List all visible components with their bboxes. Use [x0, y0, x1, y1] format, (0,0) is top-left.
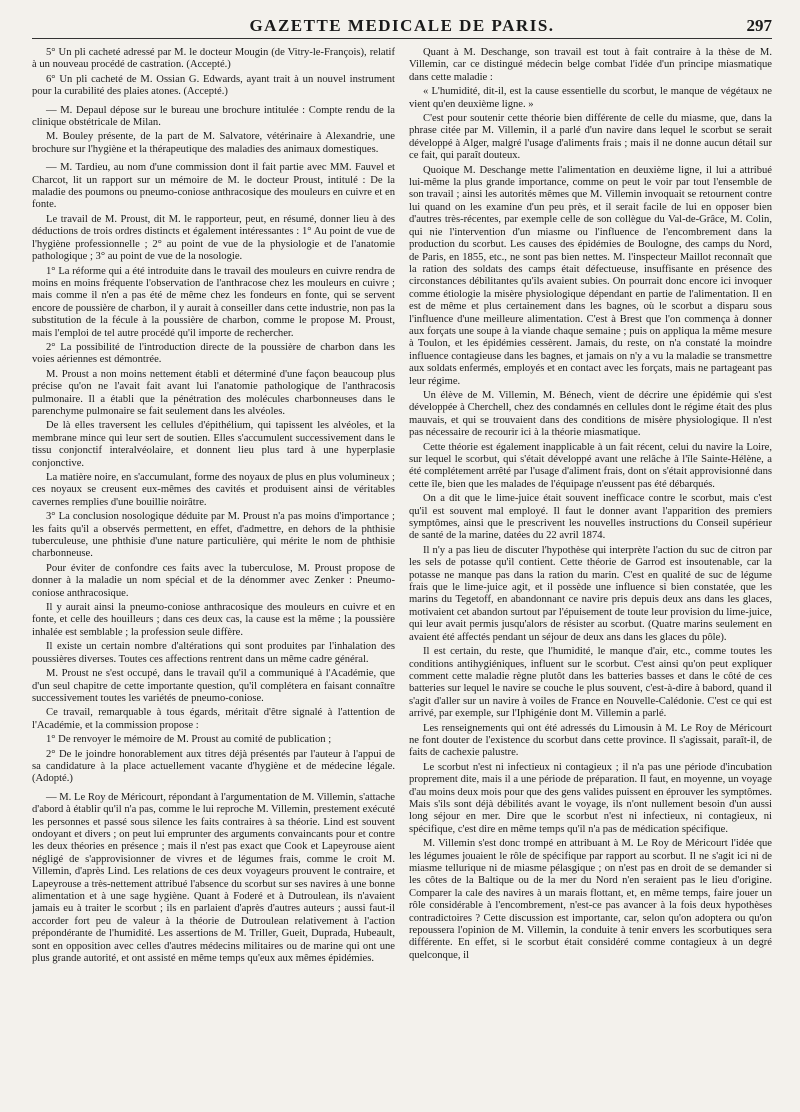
paragraph: — M. Le Roy de Méricourt, répondant à l'argumentation de M. Villemin, s'attache d'abord à établir qu'il n'a pas, comme le lui reproche M. Villemin, prestement exécuté les personnes et passé sous silence les faits contraires à sa théorie. Lind est souvent ondoyant et divers ; on peut lui emprunter des arguments convaincants pour et contre les deux théories en présence ; mais il n'est pas exact que Cook et Lapeyrouse aient négligé de s'approvisionner de vivres et de légumes frais, comme le croit M. Villemin, d'après Lind. Les relations de ces deux voyageurs prouvent le contraire, et Lapeyrouse a très-nettement attribué l'absence du scorbut sur ses navires à une bonne alimentation et à une sage hygiène. Quant à Foderé et à Dutroulean, ils n'avaient jamais eu à traiter le scorbut ; ils en parlaient d'après d'autres auteurs ; aussi faut-il accorder fort peu de valeur à la théorie de Dutroulean relativement à l'action prépondérante de l'humidité. Les assertions de M. Triller, Gueit, Duprada, Hubeault, sont en opposition avec celles d'autres médecins militaires ou de marine qui ont une plus grande autorité, et ont assisté en même temps qu'eux aux mêmes épidémies. — [32, 791, 395, 965]
paragraph: Ce travail, remarquable à tous égards, méritait d'être signalé à l'attention de l'Académie, et la commission propose : — [32, 707, 395, 731]
paragraph: Cette théorie est également inapplicable à un fait récent, celui du navire la Loire, sur lequel le scorbut, qui s'était développé avant une relâche à l'île Sainte-Hélène, a été complétement arrêté par l'usage d'aliment frais, dont on s'était approvisionné dans cette île, bien que les malades de l'équipage n'eussent pas été débarqués. — [409, 441, 772, 490]
paragraph: Il est certain, du reste, que l'humidité, le manque d'air, etc., comme toutes les conditions antihygiéniques, influent sur le scorbut. C'est ainsi qu'on peut expliquer comment cette maladie règne plutôt dans les batteries basses et dans le côté de ces batteries sur lequel le navire se couche le plus souvent, c'est-à-dire à babord, quand il s'agit d'aller sur un navire à voiles de France en Nouvelle-Calédonie. C'est ce qui est arrivé, par exemple, sur l'Iphigénie dont M. Villemin a parlé. — [409, 646, 772, 720]
paragraph: 3° La conclusion nosologique déduite par M. Proust n'a pas moins d'importance ; les faits qu'il a observés permettent, en effet, d'admettre, en dehors de la phthisie tuberculeuse, une phthisie d'une nature particulière, qui mérite le nom de phthisie charbonneuse. — [32, 511, 395, 560]
paragraph: Il y aurait ainsi la pneumo-coniose anthracosique des mouleurs en cuivre et en fonte, et celle des houilleurs ; dans ces deux cas, la cause est la même ; la poussière inhalée est semblable ; la profession seule diffère. — [32, 602, 395, 638]
page-number: 297 — [746, 16, 772, 35]
paragraph: 2° La possibilité de l'introduction directe de la poussière de charbon dans les voies aériennes est démontrée. — [32, 341, 395, 366]
left-column — [32, 47, 395, 1109]
paragraph: 1° De renvoyer le mémoire de M. Proust au comité de publication ; — [46, 734, 332, 746]
paragraph: La matière noire, en s'accumulant, forme des noyaux de plus en plus volumineux ; ces noyaux se creusent eux-mêmes des cavités et produisent ainsi de véritables cavernes remplies d'une bouillie noirâtre. — [32, 472, 395, 508]
paragraph: 6° Un pli cacheté de M. Ossian G. Edwards, ayant trait à un nouvel instrument pour la curabilité des plaies atones. (Accepté.) — [32, 73, 395, 98]
paragraph: — M. Depaul dépose sur le bureau une brochure intitulée : Compte rendu de la clinique obstétricale de Milan. — [32, 104, 395, 129]
page-header — [32, 10, 772, 39]
paragraph: De là elles traversent les cellules d'épithélium, qui tapissent les alvéoles, et la membrane mince qui leur sert de soutien. Elles s'accumulent successivement dans le tissu conjonctif interalvéolaire, et donnent lieu plus tard à une hyperplasie conjonctive. — [32, 420, 395, 469]
paragraph: Le scorbut n'est ni infectieux ni contagieux ; il n'a pas une période d'incubation proprement dite, mais il a une période de préparation. Il faut, en moyenne, un voyage d'au moins deux mois pour que des gens valides puissent en éprouver les symptômes. Mais s'ils sont déjà débilités avant le voyage, ils n'ont nullement besoin d'un aussi long séjour en mer. Dire que le scorbut n'est ni infectieux, ni contagieux, ni spécifique, c'est dire en même temps qu'il n'a pas de médication spécifique. — [409, 761, 772, 835]
paragraph: Il existe un certain nombre d'altérations qui sont produites par l'inhalation des poussières diverses. Toutes ces affections rentrent dans un même cadre général. — [32, 641, 395, 665]
paragraph: M. Bouley présente, de la part de M. Salvatore, vétérinaire à Alexandrie, une brochure sur l'hygiène et la thérapeutique des maladies des animaux domestiques. — [32, 131, 395, 155]
paragraph: Le travail de M. Proust, dit M. le rapporteur, peut, en résumé, donner lieu à des déductions de trois ordres distincts et également intéressantes : 1° Au point de vue de l'hygiène professionnelle ; 2° au point de vue de la physiologie et de l'anatomie pathologique ; 3° au point de vue de la nosologie. — [32, 213, 395, 263]
paragraph: Les renseignements qui ont été adressés du Limousin à M. Le Roy de Méricourt ne font douter de l'existence du scorbut dans cette province. Il s'agissait, paraît-il, de faits de cachexie palustre. — [409, 722, 772, 759]
paragraph: 2° De le joindre honorablement aux titres déjà présentés par l'auteur à l'appui de sa candidature à la place actuellement vacante d'hygiène et de médecine légale. (Adopté.) — [32, 748, 395, 785]
paragraph: Il n'y a pas lieu de discuter l'hypothèse qui interprète l'action du suc de citron par les sels de potasse qu'il contient. Cette théorie de Garrod est insoutenable, car la potasse ne manque pas dans la ration du marin. C'est en qualité de suc de légume frais que le lime-juice agit, et il possède une influence si bien constatée, que les marins du Tegetoff, en abandonnant ce navire pris depuis deux ans dans les glaces, motivaient cet abandon surtout par l'épuisement de toute leur provision du lime-juice, qui leur avait permis jusqu'alors de résister au scorbut. (Quatre marins seulement en avaient été affectés pendant un séjour de deux ans dans les glaces du pôle). — [409, 544, 772, 643]
paragraph: 5° Un pli cacheté adressé par M. le docteur Mougin (de Vitry-le-François), relatif à un nouveau procédé de castration. (Accepté.) — [32, 47, 395, 71]
paragraph: On a dit que le lime-juice était souvent inefficace contre le scorbut, mais c'est qu'il est souvent mal employé. Il faut le donner avant l'apparition des premiers symptômes, ainsi que le prescrivent les nouvelles instructions du Conseil supérieur de santé de la marine, datées du 22 avril 1874. — [409, 493, 772, 542]
paragraph: Un élève de M. Villemin, M. Bénech, vient de décrire une épidémie qui s'est développée à Cherchell, chez des condamnés en cellules dont le régime était des plus mauvais, et qui se trouvaient dans des conditions de misère physiologique. Il n'est pas nécessaire de recourir ici à la théorie miasmatique. — [409, 389, 772, 439]
right-column — [409, 47, 772, 1109]
paragraph: — M. Tardieu, au nom d'une commission dont il fait partie avec MM. Fauvel et Charcot, lit un rapport sur un mémoire de M. le docteur Proust, intitulé : De la maladie des poumons ou pneumo-coniose anthracosique des mouleurs en cuivre et en fonte. — [32, 162, 395, 211]
text-columns — [32, 47, 772, 1109]
journal-title: GAZETTE MEDICALE DE PARIS. — [249, 16, 555, 35]
paragraph: 1° La réforme qui a été introduite dans le travail des mouleurs en cuivre rendra de moins en moins fréquente l'observation de l'anthracose chez les mouleurs en cuivre ; mais comme il n'en a pas été de même chez les fondeurs en fonte, qui se servent encore de poussière de charbon, il y aurait à conseiller dans cette industrie, non pas la substitution de la fécule à la poussière de charbon, comme le propose M. Proust, mais l'emploi de tel autre procédé qu'il importe de rechercher. — [32, 265, 395, 339]
paragraph: M. Proust ne s'est occupé, dans le travail qu'il a communiqué à l'Académie, que d'un seul chapitre de cette importante question, qu'il complétera en faisant connaître successivement toutes les variétés de pneumo-coniose. — [32, 668, 395, 704]
paragraph: Pour éviter de confondre ces faits avec la tuberculose, M. Proust propose de donner à la maladie un nom spécial et de la dénommer avec Zenker : Pneumo-coniose anthracosique. — [32, 562, 395, 599]
paragraph: M. Proust a non moins nettement établi et déterminé d'une façon beaucoup plus précise qu'on ne l'avait fait avant lui l'anatomie pathologique de l'anthracosis pulmonaire. Il a établi que la pénétration des molécules charbonneuses dans le parenchyme pulmonaire se fait seulement dans les alvéoles. — [32, 368, 395, 417]
paragraph: C'est pour soutenir cette théorie bien différente de celle du miasme, que, dans la phrase citée par M. Villemin, il a parlé d'un navire dans lequel le scorbut se serait développé à Alger, malgré l'usage d'aliments frais ; mais il ne donne aucun détail sur ce fait, qui paraît douteux. — [409, 113, 772, 162]
paragraph: Quant à M. Deschange, son travail est tout à fait contraire à la thèse de M. Villemin, car ce distingué médecin belge combat l'idée d'un principe miasmatique dans cette maladie : — [409, 47, 772, 83]
paragraph: « L'humidité, dit-il, est la cause essentielle du scorbut, le manque de végétaux ne vient qu'en deuxième ligne. » — [409, 86, 772, 110]
paragraph: Quoique M. Deschange mette l'alimentation en deuxième ligne, il lui a attribué lui-même la plus grande importance, comme on peut le voir par tout l'ensemble de son travail ; ainsi les autorités mêmes que M. Villemin invoquait se retournent contre lui quand on les examine d'un peu près, et il serait facile de lui en opposer bien d'autres très-récentes, par exemple celle de son collègue du Val-de-Grâce, M. Colin, qui nie l'intervention d'un miasme ou l'influence de l'encombrement dans la production du scorbut. Les causes des épidémies de Boulogne, des camps du Nord, de Paris, en 1855, etc., ne sont pas bien nettes. M. l'inspecteur Maillot reconnaît que la ration des soldats des camps était défectueuse, insuffisante en présence des circonstances débilitantes qu'ils avaient subies. On pourrait donc encore ici invoquer comme étiologie la misère physiologique dépendant en partie de l'alimentation. Il en est de même et plus certainement dans les bagnes, où le scorbut a disparu sous l'influence d'une meilleure alimentation. C'est à Brest que l'on commença à donner aux forçats une soupe à la viande chaque semaine ; puis on appliqua la même mesure à Toulon, et les épidémies cessèrent. Jamais, du reste, on n'a constaté la moindre influence contagieuse dans les bagnes, et jamais on n'y a vu la maladie se transmettre aux soldats enfermés, employés et en contact avec les forçats, mais ne partageant pas leur régime. — [409, 164, 772, 387]
paragraph: M. Villemin s'est donc trompé en attribuant à M. Le Roy de Méricourt l'idée que les légumes jouaient le rôle de spécifique par rapport au scorbut. Il ne s'agit ici ni de miasme tellurique ni de miasme pélasgique ; on n'est pas en droit de se demander si les côtes de la Baltique ou de la mer du Nord n'en seraient pas le lieu d'origine. Comparer la cale des navires à un marais flottant, et, en même temps, faire jouer un rôle considérable à l'encombrement, n'est-ce pas avancer à la fois deux hypothèses contradictoires ? Cette discussion est importante, car, selon qu'on adoptera ou qu'on repoussera l'opinion de M. Villemin, la conduite à tenir envers les scorbutiques sera différente. En effet, si le scorbut était considéré comme contagieux à un degré quelconque, il — [409, 838, 772, 961]
